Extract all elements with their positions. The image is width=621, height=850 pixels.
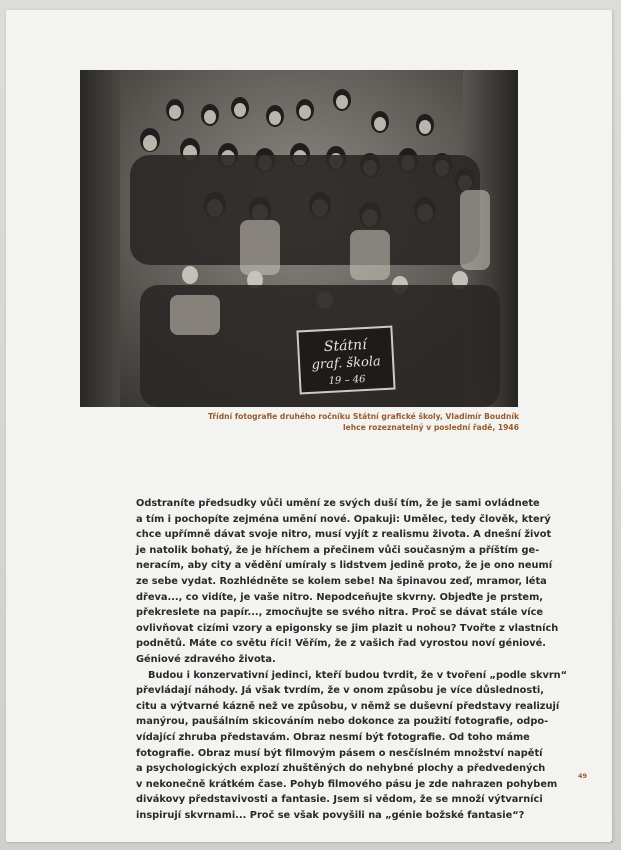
- text-line: Budou i konzervativní jedinci, kteří budou tvrdit, že v tvoření „podle skvrn“: [148, 669, 568, 681]
- text-line: manýrou, paušálním skicováním nebo dokonce za použití fotografie, odpo-: [136, 716, 549, 728]
- text-line: divákovy představivosti a fantasie. Jsem si vědom, že se množí výtvarníci: [136, 794, 543, 806]
- body-text: [136, 496, 568, 823]
- text-line: neracím, aby city a vědění umíraly s lidstvem jedině proto, že je ono neumí: [136, 560, 553, 572]
- text-line: fotografie. Obraz musí být filmovým pásem o nesčíslném množství napětí: [136, 747, 543, 759]
- text-line: a tím i pochopíte zejména umění nové. Opakuji: Umělec, tedy člověk, který: [136, 513, 551, 525]
- chalk-sign: [296, 326, 395, 395]
- text-line: ze sebe vydat. Rozhlédněte se kolem sebe! Na špinavou zeď, mramor, léta: [136, 575, 547, 587]
- sign-line-2: graf. škola: [311, 354, 382, 373]
- sign-line-3: 19 – 46: [328, 374, 366, 387]
- text-line: ovlivňovat cizími vzory a epigonsky se jim plazit u nohou? Tvořte z vlastních: [136, 622, 559, 634]
- text-line: a psychologických explozí zhuštěných do nehybné plochy a předvedených: [136, 763, 546, 775]
- photo-caption: [189, 411, 519, 433]
- text-line: chce upřímně dávat svoje nitro, musí vyjít z realismu života. A dnešní život: [136, 529, 552, 541]
- text-line: převládají náhody. Já však tvrdím, že v onom způsobu je více důslednosti,: [136, 685, 544, 697]
- text-line: podnětů. Máte co světu říci! Věřím, že z vašich řad vyrostou noví géniové.: [136, 638, 547, 650]
- text-line: inspirují skvrnami... Proč se však povyšili na „génie božské fantasie“?: [136, 809, 525, 821]
- text-line: v nekonečně krátkém čase. Pohyb filmového pásu je zde nahrazen pohybem: [136, 778, 558, 790]
- caption-line-2: lehce rozeznatelný v poslední řadě, 1946: [342, 423, 519, 432]
- text-line: je natolik bohatý, že je hříchem a přečinem vůči současným a příštím ge-: [136, 544, 540, 556]
- class-photograph: [80, 70, 518, 407]
- caption-line-1: Třídní fotografie druhého ročníku Státní grafické školy, Vladimír Boudník: [208, 412, 519, 421]
- text-line: citu a výtvarné kázně než ve způsobu, v němž se duševní představy realizují: [136, 700, 560, 712]
- text-line: vídající zhruba představám. Obraz nesmí být fotografie. Od toho máme: [136, 731, 530, 743]
- page-number: 49: [578, 772, 588, 780]
- sign-line-1: Státní: [323, 336, 368, 356]
- text-line: Odstraníte předsudky vůči umění ze svých duší tím, že je sami ovládnete: [136, 498, 540, 509]
- text-line: dřeva..., co vidíte, je vaše nitro. Nepodceňujte skvrny. Objeďte je prstem,: [136, 591, 544, 603]
- text-line: překreslete na papír..., zmocňujte se svého nitra. Proč se dávat stále více: [136, 607, 544, 619]
- text-line: Géniové zdravého života.: [136, 653, 276, 665]
